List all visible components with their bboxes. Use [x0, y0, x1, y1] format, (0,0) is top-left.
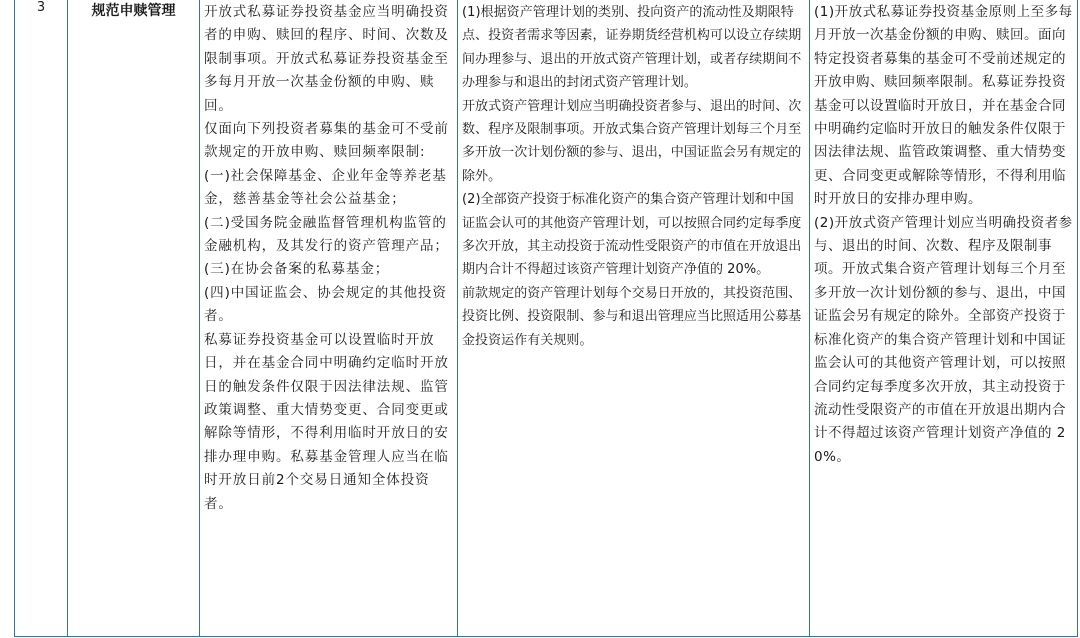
paragraph: (二)受国务院金融监督管理机构监管的金融机构，及其发行的资产管理产品；: [204, 214, 449, 255]
regulation-table: [14, 0, 1078, 637]
futures-rules-text: [458, 0, 809, 352]
row-number-cell: [15, 0, 68, 637]
table-row: [15, 0, 1078, 637]
comparison-text: [810, 0, 1077, 469]
row-number: 3: [36, 0, 46, 15]
paragraph: 前款规定的资产管理计划每个交易日开放的，其投资范围、投资比例、投资限制、参与和退出管理应当比照适用公募基金投资运作有关规则。: [462, 285, 802, 348]
paragraph: (2)开放式资产管理计划应当明确投资者参与、退出的时间、次数、程序及限制事项。开放式集合资产管理计划每三个月至多开放一次计划份额的参与、退出，中国证监会另有规定的除外。全部资产投资于标准化资产的集合资产管理计划和中国证监会认可的其他资产管理计划，可以按照合同约定每季度多次开放，其主动投资于流动性受限资产的市值在开放退出期内合计不得超过该资产管理计划资产净值的 20%。: [814, 214, 1073, 465]
topic-label: 规范申赎管理: [91, 3, 176, 19]
paragraph: (1)根据资产管理计划的类别、投向资产的流动性及期限特点、投资者需求等因素，证券期货经营机构可以设立存续期间办理参与、退出的开放式资产管理计划，或者存续期间不办理参与和退出的封闭式资产管理计划。: [462, 5, 802, 91]
paragraph: 开放式私募证券投资基金应当明确投资者的申购、赎回的程序、时间、次数及限制事项。开放式私募证券投资基金至多每月开放一次基金份额的申购、赎回。: [204, 4, 449, 114]
futures-rules-cell: [458, 0, 810, 637]
comparison-cell: [810, 0, 1078, 637]
paragraph: (四)中国证监会、协会规定的其他投资者。: [204, 284, 447, 325]
paragraph: (2)全部资产投资于标准化资产的集合资产管理计划和中国证监会认可的其他资产管理计划，可以按照合同约定每季度多次开放，其主动投资于流动性受限资产的市值在开放退出期内合计不得超过该资产管理计划资产净值的 20%。: [462, 192, 802, 278]
paragraph: 私募证券投资基金可以设置临时开放日，并在基金合同中明确约定临时开放日的触发条件仅限于因法律法规、监管政策调整、重大情势变更、合同变更或解除等情形，不得利用临时开放日的安排办理申购。私募基金管理人应当在临时开放日前2个交易日通知全体投资者。: [204, 331, 449, 512]
paragraph: (三)在协会备案的私募基金；: [204, 261, 390, 278]
paragraph: 仅面向下列投资者募集的基金可不受前款规定的开放申购、赎回频率限制:: [204, 121, 449, 161]
topic-cell: [68, 0, 200, 637]
fund-rules-text: [200, 0, 457, 516]
paragraph: (一)社会保障基金、企业年金等养老基金，慈善基金等社会公益基金；: [204, 167, 447, 208]
paragraph: (1)开放式私募证券投资基金原则上至多每月开放一次基金份额的申购、赎回。面向特定投资者募集的基金可不受前述规定的开放申购、赎回频率限制。私募证券投资基金可以设置临时开放日，并在基金合同中明确约定临时开放日的触发条件仅限于因法律法规、监管政策调整、重大情势变更、合同变更或解除等情形，不得利用临时开放日的安排办理申购。: [814, 4, 1073, 208]
fund-rules-cell: [200, 0, 458, 637]
paragraph: 开放式资产管理计划应当明确投资者参与、退出的时间、次数、程序及限制事项。开放式集合资产管理计划每三个月至多开放一次计划份额的参与、退出，中国证监会另有规定的除外。: [462, 98, 802, 184]
